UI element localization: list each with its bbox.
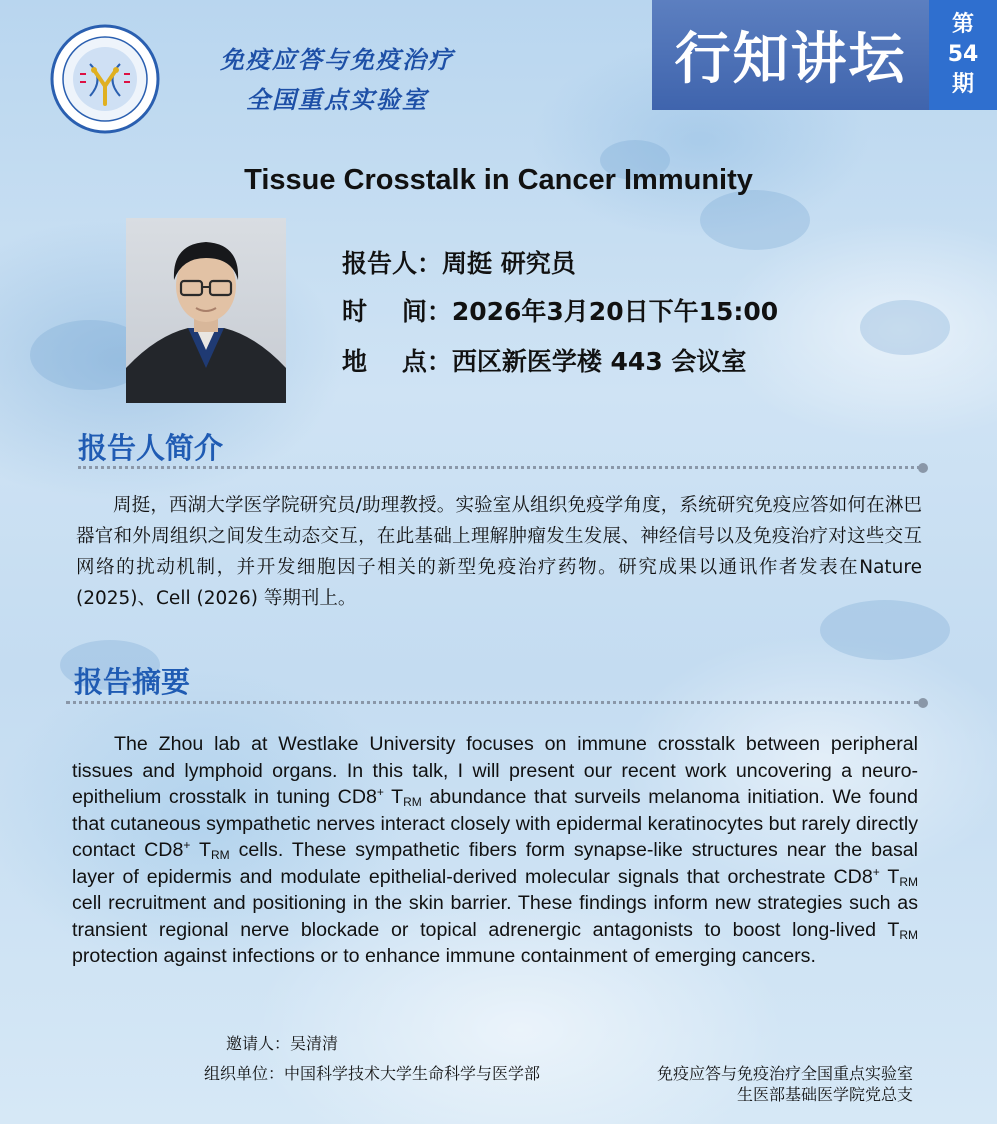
abstract-divider bbox=[66, 701, 918, 704]
time-value: 2026年3月20日下午15:00 bbox=[451, 297, 779, 326]
abstract-divider-end bbox=[918, 698, 928, 708]
background-cell bbox=[700, 190, 810, 250]
speaker-photo bbox=[126, 218, 286, 403]
issue-badge bbox=[929, 0, 997, 110]
bio-heading: 报告人简介 bbox=[78, 431, 224, 465]
organizer-line bbox=[204, 1061, 540, 1084]
abstract-heading: 报告摘要 bbox=[74, 665, 191, 699]
bio-divider bbox=[78, 466, 920, 469]
lab-name-line2: 全国重点实验室 bbox=[246, 85, 428, 114]
abstract-t: T bbox=[887, 865, 900, 888]
abstract-part-2: abundance that surveils melanoma initiation. We found that cutaneous sympathetic nerves interact closely with epidermal keratinocytes but rarely directly contact CD8 bbox=[72, 786, 918, 861]
lab-name-line1: 免疫应答与免疫治疗 bbox=[220, 45, 454, 74]
abstract-sup: + bbox=[376, 785, 384, 799]
lab-logo-icon bbox=[50, 24, 160, 134]
issue-number: 54 bbox=[947, 42, 979, 67]
series-banner: 行知讲坛 bbox=[652, 0, 929, 110]
organizer-right-1: 免疫应答与免疫治疗全国重点实验室 bbox=[656, 1064, 913, 1083]
abstract-sup: + bbox=[183, 838, 191, 852]
time-label: 时 间： bbox=[342, 297, 452, 326]
issue-prefix: 第 bbox=[951, 12, 974, 37]
time-line bbox=[342, 292, 778, 328]
organizer-label: 组织单位： bbox=[204, 1064, 285, 1083]
talk-title: Tissue Crosstalk in Cancer Immunity bbox=[244, 164, 753, 196]
inviter-value: 吴清清 bbox=[290, 1034, 339, 1053]
inviter-line bbox=[226, 1031, 338, 1054]
speaker-label: 报告人： bbox=[342, 249, 443, 278]
background-cell bbox=[860, 300, 950, 355]
issue-suffix: 期 bbox=[951, 72, 974, 97]
abstract-text bbox=[72, 731, 918, 970]
abstract-sub: RM bbox=[899, 874, 919, 889]
abstract-part-5: protection against infections or to enhance immune containment of emerging cancers. bbox=[72, 945, 816, 967]
place-label: 地 点： bbox=[342, 347, 452, 376]
place-line bbox=[342, 342, 746, 378]
place-value: 西区新医学楼 443 会议室 bbox=[451, 347, 747, 376]
abstract-sup: + bbox=[872, 864, 880, 879]
abstract-t: T bbox=[887, 918, 900, 941]
abstract-sub: RM bbox=[403, 795, 422, 809]
abstract-part-1: The Zhou lab at Westlake University focuses on immune crosstalk between peripheral tissues and lymphoid organs. In this talk, I will present our recent work uncovering a neuro-epithelium crosstalk in tuning CD8 bbox=[72, 733, 918, 808]
abstract-t: T bbox=[199, 839, 211, 861]
bio-text: 周挺，西湖大学医学院研究员/助理教授。实验室从组织免疫学角度，系统研究免疫应答如何在淋巴器官和外周组织之间发生动态交互，在此基础上理解肿瘤发生发展、神经信号以及免疫治疗对这些交互网络的扰动机制，并开发细胞因子相关的新型免疫治疗药物。研究成果以通讯作者发表在Nature (2025)、Cell (2026) 等期刊上。 bbox=[76, 495, 922, 609]
organizer-right-2: 生医部基础医学院党总支 bbox=[736, 1085, 913, 1104]
abstract-sub: RM bbox=[210, 848, 230, 862]
lab-name bbox=[172, 40, 502, 120]
bio-divider-end bbox=[918, 463, 928, 473]
organizer-value: 中国科学技术大学生命科学与医学部 bbox=[284, 1064, 541, 1083]
speaker-value: 周挺 研究员 bbox=[442, 249, 576, 278]
inviter-label: 邀请人： bbox=[226, 1034, 291, 1053]
speaker-line bbox=[342, 244, 576, 280]
abstract-t: T bbox=[391, 786, 404, 808]
abstract-part-3: cells. These sympathetic fibers form synapse-like structures near the basal layer of epidermis and modulate epithelial-derived molecular signals that orchestrate CD8 bbox=[72, 839, 918, 888]
abstract-sub: RM bbox=[899, 927, 918, 942]
abstract-part-4: cell recruitment and positioning in the skin barrier. These findings inform new strategies such as transient regional nerve blockade or topical adrenergic antagonists to boost long-lived bbox=[72, 892, 918, 941]
